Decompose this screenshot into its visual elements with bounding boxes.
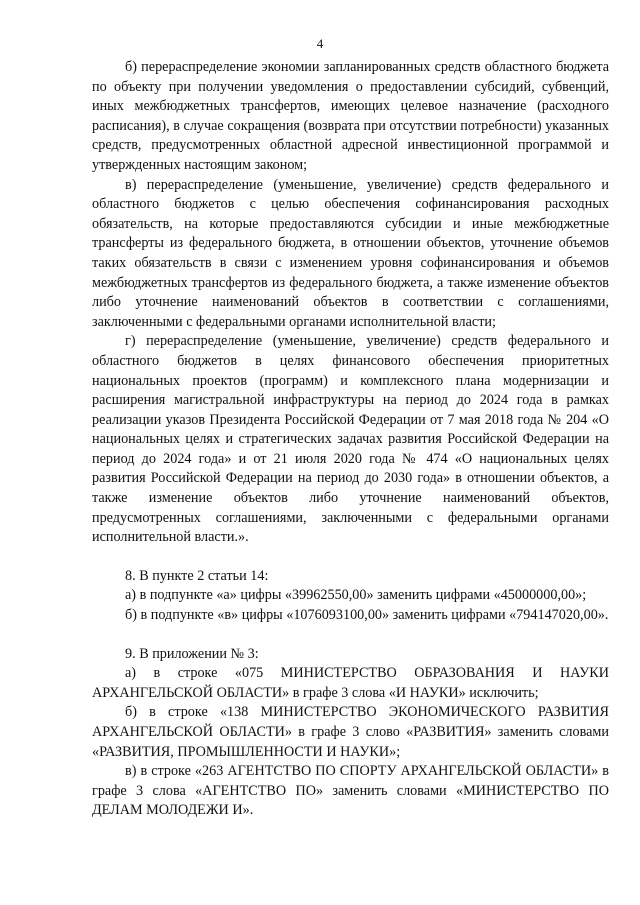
- spacer: [92, 548, 609, 567]
- section-9-item-v: в) в строке «263 АГЕНТСТВО ПО СПОРТУ АРХАНГЕЛЬСКОЙ ОБЛАСТИ» в графе 3 слова «АГЕНТСТВО ПО» заменить словами «МИНИСТЕРСТВО ПО ДЕЛАМ МОЛОДЕЖИ И».: [92, 763, 609, 819]
- section-9-heading: 9. В приложении № 3:: [125, 645, 259, 662]
- document-body: [92, 58, 609, 821]
- section-9-item-a: а) в строке «075 МИНИСТЕРСТВО ОБРАЗОВАНИЯ И НАУКИ АРХАНГЕЛЬСКОЙ ОБЛАСТИ» в графе 3 слова «И НАУКИ» исключить;: [92, 665, 609, 701]
- section-8-item-b: б) в подпункте «в» цифры «1076093100,00» заменить цифрами «794147020,00».: [125, 607, 609, 624]
- paragraph-b-reallocation: б) перераспределение экономии запланированных средств областного бюджета по объекту при получении уведомления о предоставлении субсидий, субвенций, иных межбюджетных трансфертов, имеющих целевое назначение (расходного расписания), в случае сокращения (возврата при отсутствии потребности) указанных средств, предусмотренных областной адресной инвестиционной программой и утвержденных настоящим законом;: [92, 59, 609, 173]
- section-9-item-b: б) в строке «138 МИНИСТЕРСТВО ЭКОНОМИЧЕСКОГО РАЗВИТИЯ АРХАНГЕЛЬСКОЙ ОБЛАСТИ» в графе 3 слово «РАЗВИТИЯ» заменить словами «РАЗВИТИЯ, ПРОМЫШЛЕННОСТИ И НАУКИ»;: [92, 704, 609, 760]
- paragraph-g-national-projects: г) перераспределение (уменьшение, увеличение) средств федерального и областного бюджетов в целях финансового обеспечения приоритетных национальных проектов (программ) и комплексного плана модернизации и расширения магистральной инфраструктуры на период до 2024 года в рамках реализации указов Президента Российской Федерации от 7 мая 2018 года № 204 «О национальных целях и стратегических задачах развития Российской Федерации на период до 2024 года» и от 21 июля 2020 года № 474 «О национальных целях развития Российской Федерации на период до 2030 года» в отношении объектов, а также изменение объектов либо уточнение наименований объектов, предусмотренных соглашениями, заключенными с федеральными органами исполнительной власти.».: [92, 333, 609, 546]
- spacer: [92, 626, 609, 645]
- section-8-heading: 8. В пункте 2 статьи 14:: [125, 567, 269, 584]
- page-number: 4: [316, 36, 324, 51]
- section-8-item-a: а) в подпункте «а» цифры «39962550,00» заменить цифрами «45000000,00»;: [125, 587, 587, 604]
- paragraph-v-cofinancing: в) перераспределение (уменьшение, увеличение) средств федерального и областного бюджетов с целью обеспечения софинансирования расходных обязательств, на которые предоставляются субсидии и иные межбюджетные трансферты из федерального бюджета, в отношении объектов, уточнение объемов таких обязательств в связи с изменением уровня софинансирования и объемов межбюджетных трансфертов из федерального бюджета, а также изменение объектов либо уточнение наименований объектов в соответствии с соглашениями, заключенными с федеральными органами исполнительной власти;: [92, 176, 609, 330]
